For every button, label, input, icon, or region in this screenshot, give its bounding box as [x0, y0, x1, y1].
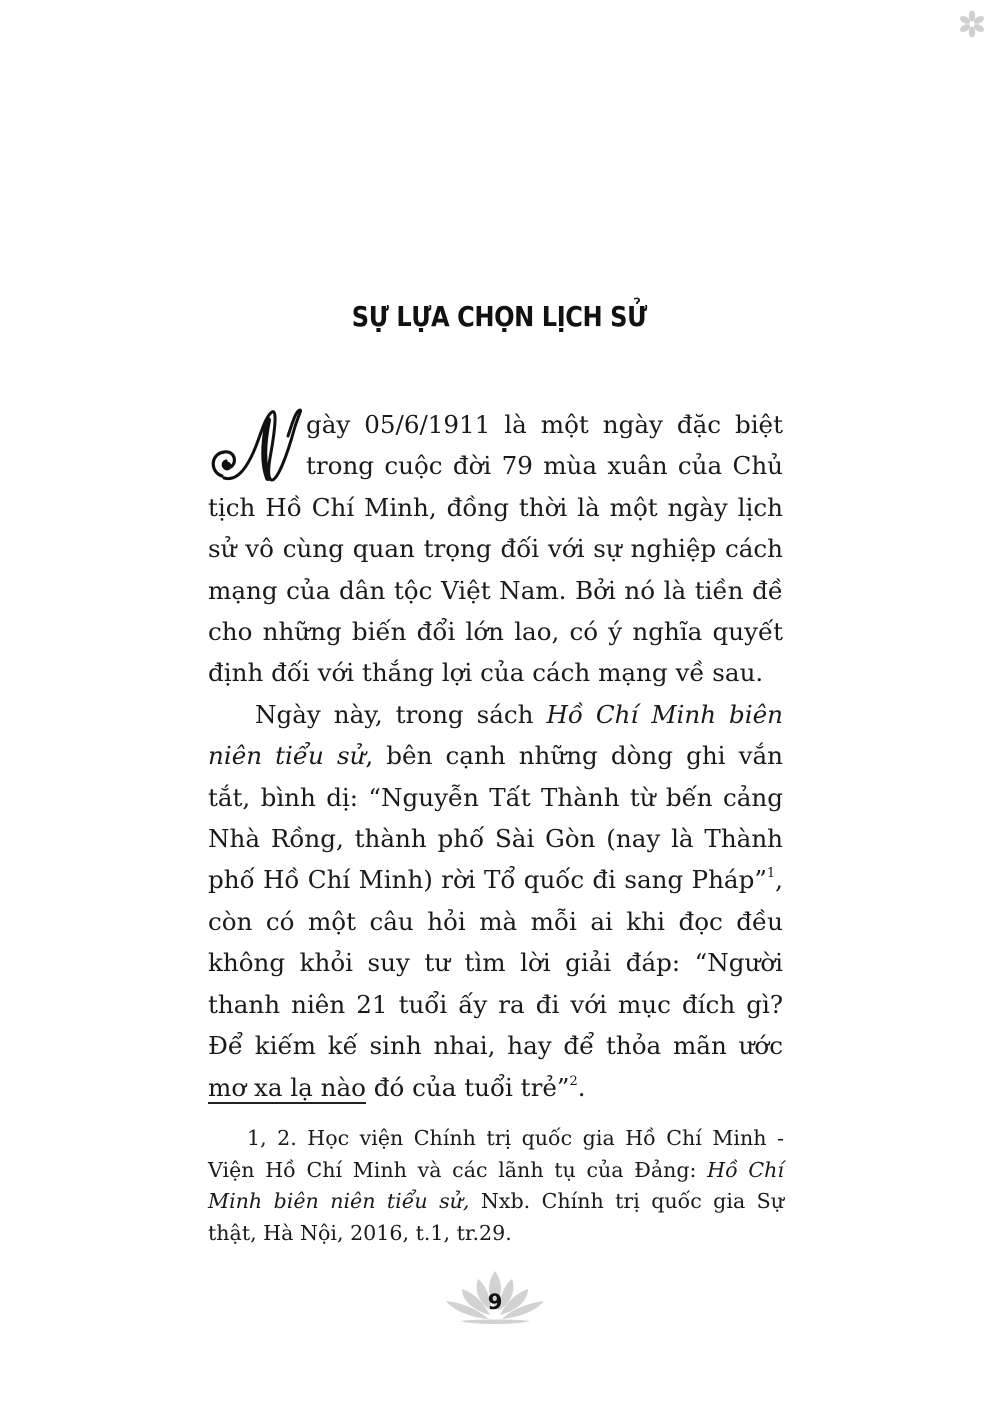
paragraph-1-text: gày 05/6/1911 là một ngày đặc biệt trong cuộc đời 79 mùa xuân của Chủ tịch Hồ Chí Minh, đồng thời là một ngày lịch sử vô cùng quan trọng đối với sự nghiệp cách mạng của dân tộc Việt Nam. Bởi nó là tiền đề cho những biến đổi lớn lao, có ý nghĩa quyết định đối với thắng lợi của cách mạng về sau. [208, 410, 783, 688]
footnote-text-a: 1, 2. Học viện Chính trị quốc gia Hồ Chí Minh - Viện Hồ Chí Minh và các lãnh tụ của Đảng: [208, 1126, 784, 1182]
footnote-ref-2[interactable]: 2 [569, 1073, 578, 1089]
paragraph-2-text-d: . [577, 1072, 586, 1102]
dropcap-letter [208, 406, 306, 486]
footnote-book-title: Hồ Chí Minh biên niên tiểu sử, [208, 1157, 784, 1213]
body-text [208, 404, 783, 1108]
footnote-divider [208, 1102, 366, 1104]
paragraph-2 [208, 694, 783, 1108]
footnote-text-b: Nxb. Chính trị quốc gia Sự thật, Hà Nội, 2016, t.1, tr.29. [208, 1189, 784, 1245]
page-title: SỰ LỰA CHỌN LỊCH SỬ [351, 300, 647, 333]
paragraph-2-text-a: Ngày này, trong sách [255, 699, 547, 729]
footnote-ref-1[interactable]: 1 [766, 866, 776, 882]
footnote [208, 1123, 784, 1249]
flower-ornament-icon [958, 10, 986, 38]
paragraph-2-text-c: , còn có một câu hỏi mà mỗi ai khi đọc đều không khỏi suy tư tìm lời giải đáp: “Người thanh niên 21 tuổi ấy ra đi với mục đích gì? Để kiếm kế sinh nhai, hay để thỏa mãn ước mơ xa lạ nào đó của tuổi trẻ” [208, 865, 783, 1102]
dropcap-n-glyph [208, 406, 306, 486]
paragraph-2-text-b: , bên cạnh những dòng ghi vắn tắt, bình dị: “Nguyễn Tất Thành từ bến cảng Nhà Rồng, thành phố Sài Gòn (nay là Thành phố Hồ Chí Minh) rời Tổ quốc đi sang Pháp” [208, 741, 783, 895]
paragraph-1 [208, 404, 783, 694]
book-title-italic: Hồ Chí Minh biên niên tiểu sử [208, 699, 783, 771]
page-number: 9 [487, 1290, 503, 1314]
